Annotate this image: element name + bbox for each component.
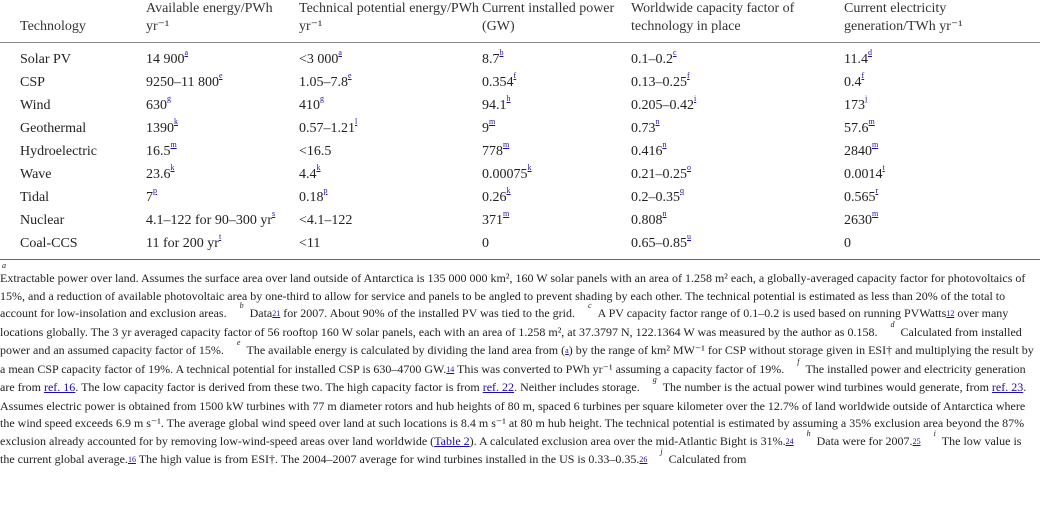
cell-available-energy-value: 7 (146, 190, 153, 205)
cell-available-energy (146, 43, 299, 72)
cell-installed-power-value: 9 (482, 121, 489, 136)
cell-technical-potential (299, 43, 482, 72)
cell-capacity-factor-value: 0.2–0.35 (631, 190, 680, 205)
cell-electricity-generation-value: 173 (844, 98, 865, 113)
cell-installed-power (482, 43, 631, 72)
cell-installed-power (482, 117, 631, 140)
cell-available-energy (146, 232, 299, 255)
footnote-j-text: Calculated from (668, 452, 747, 466)
cell-available-energy-value: 23.6 (146, 167, 171, 182)
footnote-ref-link[interactable]: k (174, 117, 178, 126)
cell-installed-power (482, 232, 631, 255)
footnote-ref-link[interactable]: d (867, 48, 872, 57)
footnote-e-text-rest: ) by the range of km² MW⁻¹ for CSP without storage given in ESI† and multiplying the result by a mean CSP capacity factor of 19%. A technical potential for installed CSP is 630–4700 GW. (0, 343, 1034, 376)
footnote-e-ref-link[interactable]: a (565, 346, 569, 355)
footnote-ref-link[interactable]: l (355, 117, 358, 126)
table-row (0, 71, 1040, 94)
footnote-ref-link[interactable]: m (872, 140, 879, 149)
cell-technology (0, 140, 146, 163)
footnote-c-label: c (588, 301, 592, 310)
footnote-ref-link[interactable]: g (167, 94, 171, 103)
footnote-ref-link[interactable]: m (868, 117, 875, 126)
cell-available-energy (146, 117, 299, 140)
footnote-ref-link[interactable]: a (184, 48, 189, 57)
footnote-ref-link[interactable]: t (218, 232, 222, 241)
header-technical-potential: Technical potential energy/PWh yr⁻¹ (299, 1, 479, 34)
table-row (0, 232, 1040, 255)
cell-technical-potential (299, 71, 482, 94)
footnote-b-ref-link[interactable]: 21 (272, 309, 281, 318)
cell-technical-potential-value: 410 (299, 98, 320, 113)
footnote-ref-link[interactable]: f (687, 71, 690, 80)
cell-technology (0, 71, 146, 94)
footnote-ref-link[interactable]: q (680, 186, 684, 195)
cell-technical-potential (299, 140, 482, 163)
footnote-g-text: The number is the actual power wind turbines would generate, from (662, 380, 989, 394)
cell-capacity-factor (631, 94, 844, 117)
footnote-ref-link[interactable]: o (687, 163, 691, 172)
cell-available-energy-value: 9250–11 800 (146, 75, 219, 90)
cell-capacity-factor-value: 0.416 (631, 144, 663, 159)
footnote-ref-link[interactable]: m (489, 117, 496, 126)
cell-available-energy-value: 630 (146, 98, 167, 113)
cell-technology-value: Tidal (20, 190, 50, 205)
cell-capacity-factor-value: 0.1–0.2 (631, 52, 673, 67)
header-available-energy: Available energy/PWh yr⁻¹ (146, 1, 273, 34)
cell-electricity-generation-value: 0.4 (844, 75, 862, 90)
footnote-c-text-rest: over many locations globally. The 3 yr averaged capacity factor of 56 rooftop 160 W solar panels, each with an area of 1.258 m², at 37.3797 N, 122.1364 W was measured by the author as 0.158. (0, 306, 1009, 339)
cell-electricity-generation-value: 0 (844, 236, 851, 251)
footnote-paragraph (0, 262, 1035, 470)
cell-electricity-generation-value: 2840 (844, 144, 872, 159)
footnote-b-text-rest: for 2007. About 90% of the installed PV was tied to the grid. (280, 306, 575, 320)
footnote-a-text: Extractable power over land. Assumes the surface area over land outside of Antarctica is 135 000 000 km², 160 W solar panels with an area of 1.258 m² each, a globally-averaged capacity factor for photovoltaics of 15%, and a reduction of available photovoltaic area by one-third to allow for service and panels to be angled to prevent shading by each other. The technical potential is estimated as less than 20% of the total to account for low-insolation and exclusion areas. (0, 271, 1026, 320)
cell-available-energy (146, 140, 299, 163)
table-row (0, 140, 1040, 163)
header-capacity-factor: Worldwide capacity factor of technology in place (631, 1, 795, 34)
cell-technology (0, 232, 146, 255)
footnote-ref-link[interactable]: n (655, 117, 660, 126)
cell-electricity-generation-value: 57.6 (844, 121, 869, 136)
cell-installed-power (482, 94, 631, 117)
header-electricity-generation: Current electricity generation/TWh yr⁻¹ (844, 1, 963, 34)
footnote-ref-link[interactable]: e (348, 71, 352, 80)
footnote-ref-link[interactable]: f (513, 71, 517, 80)
footnote-f-ref-link[interactable]: ref. 16 (43, 380, 76, 394)
footnote-e-ref2-link[interactable]: 14 (446, 364, 455, 374)
cell-capacity-factor-value: 0.21–0.25 (631, 167, 687, 182)
cell-capacity-factor (631, 117, 844, 140)
footnote-ref-link[interactable]: r (875, 186, 879, 195)
footnote-ref-link[interactable]: p (323, 186, 328, 195)
cell-installed-power (482, 209, 631, 232)
footnote-g-ref-link[interactable]: ref. 23 (991, 380, 1024, 394)
cell-installed-power-value: 0.354 (482, 75, 514, 90)
cell-technical-potential (299, 163, 482, 186)
cell-available-energy-value: 16.5 (146, 144, 171, 159)
table-row (0, 163, 1040, 186)
cell-installed-power-value: 94.1 (482, 98, 507, 113)
cell-technology-value: Solar PV (20, 52, 71, 67)
cell-technology-value: CSP (20, 75, 45, 90)
cell-installed-power-value: 8.7 (482, 52, 500, 67)
cell-electricity-generation (844, 71, 1040, 94)
footnote-g-label: g (652, 375, 657, 384)
cell-capacity-factor (631, 71, 844, 94)
footnote-g-text-end: ). A calculated exclusion area over the mid-Atlantic Bight is 31%. (469, 433, 786, 448)
footnote-d-text: Calculated from installed power and an assumed capacity factor of 15%. (0, 324, 1022, 357)
cell-available-energy-value: 14 900 (146, 52, 185, 67)
table-row (0, 209, 1040, 232)
cell-technology (0, 163, 146, 186)
cell-electricity-generation (844, 163, 1040, 186)
cell-technology (0, 117, 146, 140)
cell-installed-power (482, 140, 631, 163)
table-divider (0, 259, 1040, 260)
cell-available-energy (146, 71, 299, 94)
cell-available-energy (146, 94, 299, 117)
cell-technology (0, 43, 146, 72)
cell-technical-potential (299, 209, 482, 232)
cell-electricity-generation (844, 209, 1040, 232)
cell-capacity-factor (631, 186, 844, 209)
cell-installed-power-value: 0.26 (482, 190, 507, 205)
cell-capacity-factor (631, 209, 844, 232)
cell-technical-potential-value: 4.4 (299, 167, 317, 182)
cell-technical-potential-value: <16.5 (299, 144, 332, 159)
cell-available-energy-value: 1390 (146, 121, 174, 136)
cell-available-energy-value: 4.1–122 for 90–300 yr (146, 213, 272, 228)
cell-technical-potential-value: <4.1–122 (299, 213, 353, 228)
table-row (0, 117, 1040, 140)
footnote-ref-link[interactable]: f (861, 71, 865, 80)
footnote-ref-link[interactable]: h (506, 94, 511, 103)
footnote-ref-link[interactable]: t (882, 163, 885, 172)
table-header (0, 0, 1040, 43)
footnote-ref-link[interactable]: n (662, 140, 667, 149)
cell-technology (0, 186, 146, 209)
cell-installed-power-value: 0.00075 (482, 167, 528, 182)
footnote-g-ref3-link[interactable]: 24 (785, 436, 794, 446)
cell-technology-value: Nuclear (20, 213, 65, 228)
footnote-f-ref2-link[interactable]: ref. 22 (482, 380, 515, 394)
footnote-ref-link[interactable]: k (506, 186, 511, 195)
footnote-e-label: e (236, 338, 241, 347)
table-row (0, 94, 1040, 117)
header-installed-power: Current installed power (GW) (482, 1, 615, 34)
cell-available-energy (146, 186, 299, 209)
cell-technical-potential (299, 117, 482, 140)
cell-technical-potential-value: 0.18 (299, 190, 324, 205)
header-technology: Technology (20, 19, 86, 34)
cell-technology-value: Wind (20, 98, 51, 113)
footnote-ref-link[interactable]: p (153, 186, 157, 195)
cell-capacity-factor-value: 0.808 (631, 213, 663, 228)
footnote-ref-link[interactable]: k (316, 163, 321, 172)
footnote-ref-link[interactable]: k (170, 163, 175, 172)
cell-installed-power-value: 371 (482, 213, 503, 228)
footnote-d-label: d (890, 319, 895, 329)
cell-technology-value: Geothermal (20, 121, 87, 136)
footnote-e-text: The available energy is calculated by dividing the land area from ( (246, 343, 566, 357)
cell-capacity-factor (631, 140, 844, 163)
cell-technology-value: Coal-CCS (20, 236, 78, 251)
cell-electricity-generation (844, 186, 1040, 209)
footnote-ref-link[interactable]: m (503, 140, 510, 149)
table-body (0, 43, 1040, 256)
cell-technical-potential-value: 1.05–7.8 (299, 75, 348, 90)
cell-capacity-factor-value: 0.205–0.42 (631, 98, 694, 113)
footnote-ref-link[interactable]: m (872, 209, 879, 218)
footnote-i-text: The low value is the current global average. (0, 433, 1022, 466)
cell-available-energy (146, 163, 299, 186)
cell-electricity-generation-value: 0.0014 (844, 167, 883, 182)
cell-capacity-factor-value: 0.73 (631, 121, 656, 136)
cell-installed-power-value: 778 (482, 144, 503, 159)
footnote-h-label: h (806, 428, 811, 438)
footnote-ref-link[interactable]: a (338, 48, 342, 57)
cell-electricity-generation-value: 2630 (844, 213, 872, 228)
cell-capacity-factor-value: 0.65–0.85 (631, 236, 687, 251)
energy-table (0, 0, 1040, 255)
footnote-g-text-mid: . Assumes electric power is obtained from 1500 kW turbines with 77 m diameter rotors and hub heights of 80 m, spaced 6 turbines per square kilometer over the 12.7% of land worldwide outside of Antarctica where the wind speed exceeds 6.9 m s⁻¹. The average global wind speed over land at such locations is 8.4 m s⁻¹ at 80 m hub height. The technical potential is estimated by assuming a 35% exclusion area beyond the 87% exclusion already accounted for by removing low-wind-speed areas over land worldwide ( (0, 380, 1027, 448)
footnote-ref-link[interactable]: c (673, 48, 677, 57)
energy-table-container (0, 0, 1040, 255)
footnote-j-label: j (660, 447, 663, 456)
footnote-g-table-link[interactable]: Table 2 (434, 433, 470, 448)
cell-technical-potential-value: <11 (299, 236, 321, 251)
cell-installed-power-value: 0 (482, 236, 489, 251)
cell-capacity-factor (631, 163, 844, 186)
footnote-ref-link[interactable]: n (662, 209, 667, 218)
footnote-ref-link[interactable]: b (499, 48, 504, 57)
cell-available-energy (146, 209, 299, 232)
footnote-ref-link[interactable]: s (272, 209, 276, 218)
footnote-i-ref-link[interactable]: 16 (127, 455, 136, 464)
table-footnotes (0, 262, 1035, 470)
cell-installed-power (482, 71, 631, 94)
footnote-i-label: i (933, 428, 936, 438)
cell-technical-potential-value: <3 000 (299, 52, 339, 67)
cell-capacity-factor (631, 232, 844, 255)
cell-electricity-generation (844, 140, 1040, 163)
cell-technology (0, 94, 146, 117)
cell-technical-potential-value: 0.57–1.21 (299, 121, 355, 136)
cell-capacity-factor (631, 43, 844, 72)
footnote-a-label: a (2, 261, 6, 270)
footnote-h-ref-link[interactable]: 25 (912, 436, 921, 446)
cell-electricity-generation (844, 43, 1040, 72)
footnote-ref-link[interactable]: i (694, 94, 697, 103)
cell-installed-power (482, 163, 631, 186)
cell-technology-value: Wave (20, 167, 52, 182)
cell-electricity-generation (844, 232, 1040, 255)
cell-technical-potential (299, 94, 482, 117)
cell-technical-potential (299, 186, 482, 209)
footnote-i-text-mid: The high value is from ESI†. The 2004–2007 average for wind turbines installed in the US is 0.33–0.35. (135, 452, 640, 466)
footnote-ref-link[interactable]: j (865, 94, 868, 103)
footnote-f-text-end: . Neither includes storage. (514, 380, 640, 394)
footnote-f-label: f (797, 356, 800, 366)
footnote-ref-link[interactable]: g (320, 94, 324, 103)
footnote-h-text: Data were for 2007. (816, 433, 913, 448)
footnote-ref-link[interactable]: k (527, 163, 532, 172)
cell-available-energy-value: 11 for 200 yr (146, 236, 219, 251)
cell-capacity-factor-value: 0.13–0.25 (631, 75, 687, 90)
footnote-c-ref-link[interactable]: 12 (946, 309, 955, 318)
table-row (0, 43, 1040, 72)
cell-electricity-generation (844, 117, 1040, 140)
table-row (0, 186, 1040, 209)
footnote-i-ref2-link[interactable]: 26 (639, 455, 648, 464)
footnote-ref-link[interactable]: m (503, 209, 510, 218)
footnote-f-text-mid: . The low capacity factor is derived from these two. The high capacity factor is from (75, 380, 480, 394)
footnote-e-text-end: This was converted to PWh yr⁻¹ assuming a capacity factor of 19%. (454, 361, 785, 376)
cell-electricity-generation-value: 0.565 (844, 190, 876, 205)
cell-technical-potential (299, 232, 482, 255)
footnote-b-label: b (239, 301, 244, 310)
footnote-b-text: Data (249, 306, 273, 320)
footnote-c-text: A PV capacity factor range of 0.1–0.2 is used based on running PVWatts (597, 306, 947, 320)
cell-electricity-generation (844, 94, 1040, 117)
cell-technology (0, 209, 146, 232)
footnote-ref-link[interactable]: e (218, 71, 223, 80)
footnote-ref-link[interactable]: u (687, 232, 691, 241)
cell-technology-value: Hydroelectric (20, 144, 97, 159)
cell-installed-power (482, 186, 631, 209)
footnote-ref-link[interactable]: m (170, 140, 177, 149)
cell-electricity-generation-value: 11.4 (844, 52, 868, 67)
footnote-f-text: The installed power and electricity generation are from (0, 361, 1026, 394)
header-row (0, 0, 1040, 43)
